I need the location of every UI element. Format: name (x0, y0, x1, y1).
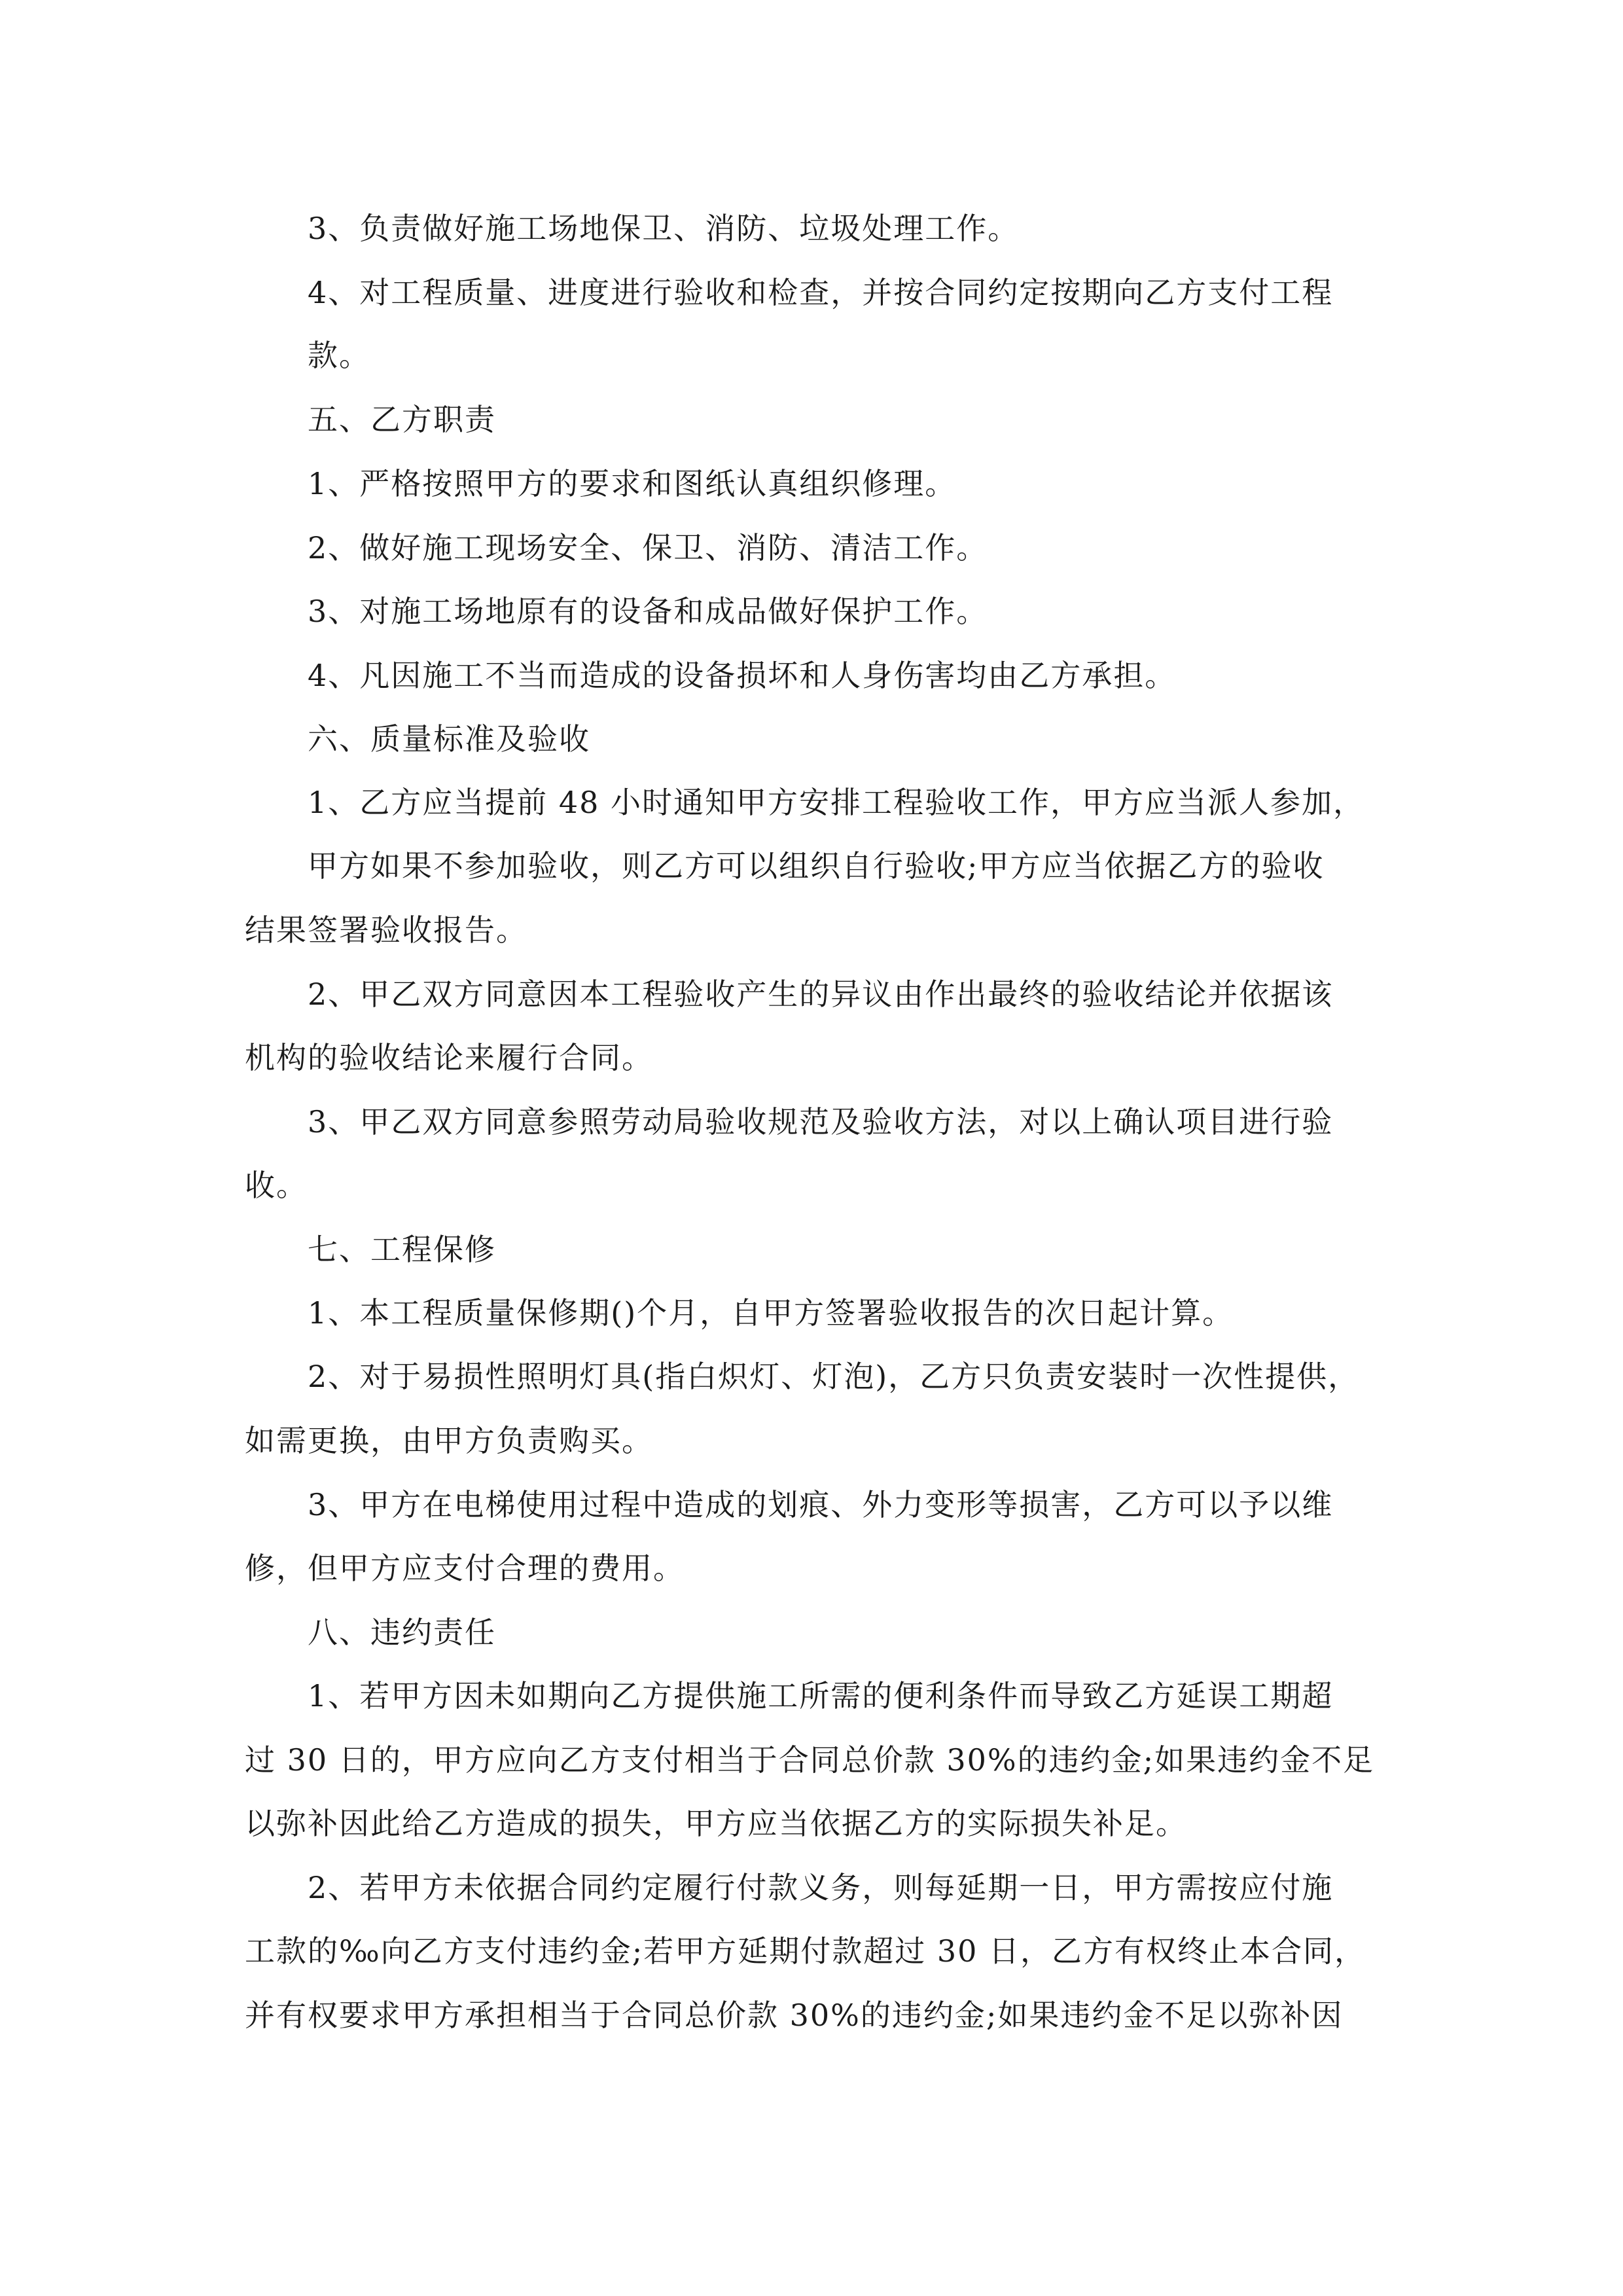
clause-6-2-line-1: 2、甲乙双方同意因本工程验收产生的异议由作出最终的验收结论并依据该 (308, 977, 1334, 1012)
clause-8-1-line-3: 以弥补因此给乙方造成的损失，甲方应当依据乙方的实际损失补足。 (245, 1806, 1187, 1841)
clause-7-2-line-2: 如需更换，由甲方负责购买。 (245, 1423, 653, 1458)
clause-7-1-line: 1、本工程质量保修期()个月，自甲方签署验收报告的次日起计算。 (308, 1295, 1234, 1331)
clause-7-3-line-1: 3、甲方在电梯使用过程中造成的划痕、外力变形等损害，乙方可以予以维 (308, 1487, 1334, 1522)
clause-8-2-line-2: 工款的‰向乙方支付违约金;若甲方延期付款超过 30 日，乙方有权终止本合同， (245, 1933, 1366, 1969)
clause-6-1-line-2: 甲方如果不参加验收，则乙方可以组织自行验收;甲方应当依据乙方的验收 (308, 848, 1325, 884)
clause-5-1-line: 1、严格按照甲方的要求和图纸认真组织修理。 (308, 466, 957, 501)
section-5-heading: 五、乙方职责 (308, 402, 496, 437)
clause-6-1-line-1: 1、乙方应当提前 48 小时通知甲方安排工程验收工作，甲方应当派人参加， (308, 785, 1365, 820)
clause-6-3-line-1: 3、甲乙双方同意参照劳动局验收规范及验收方法，对以上确认项目进行验 (308, 1104, 1334, 1139)
clause-8-1-line-1: 1、若甲方因未如期向乙方提供施工所需的便利条件而导致乙方延误工期超 (308, 1678, 1334, 1713)
clause-5-3-line: 3、对施工场地原有的设备和成品做好保护工作。 (308, 594, 988, 629)
clause-a4-line-1: 4、对工程质量、进度进行验收和检查，并按合同约定按期向乙方支付工程 (308, 275, 1334, 310)
clause-6-2-line-2: 机构的验收结论来履行合同。 (245, 1040, 653, 1075)
clause-7-3-line-2: 修，但甲方应支付合理的费用。 (245, 1551, 685, 1586)
section-8-heading: 八、违约责任 (308, 1615, 496, 1650)
section-6-heading: 六、质量标准及验收 (308, 721, 590, 757)
section-7-heading: 七、工程保修 (308, 1232, 496, 1267)
clause-6-1-line-3: 结果签署验收报告。 (245, 912, 527, 948)
clause-8-2-line-3: 并有权要求甲方承担相当于合同总价款 30%的违约金;如果违约金不足以弥补因 (245, 1998, 1344, 2033)
clause-a4-line-2: 款。 (308, 338, 370, 373)
clause-a3-line: 3、负责做好施工场地保卫、消防、垃圾处理工作。 (308, 211, 1020, 246)
clause-5-4-line: 4、凡因施工不当而造成的设备损坏和人身伤害均由乙方承担。 (308, 658, 1177, 693)
clause-5-2-line: 2、做好施工现场安全、保卫、消防、清洁工作。 (308, 530, 988, 565)
clause-8-2-line-1: 2、若甲方未依据合同约定履行付款义务，则每延期一日，甲方需按应付施 (308, 1870, 1334, 1905)
clause-6-3-line-2: 收。 (245, 1168, 308, 1203)
clause-7-2-line-1: 2、对于易损性照明灯具(指白炽灯、灯泡)，乙方只负责安装时一次性提供， (308, 1359, 1360, 1394)
clause-8-1-line-2: 过 30 日的，甲方应向乙方支付相当于合同总价款 30%的违约金;如果违约金不足 (245, 1742, 1375, 1778)
